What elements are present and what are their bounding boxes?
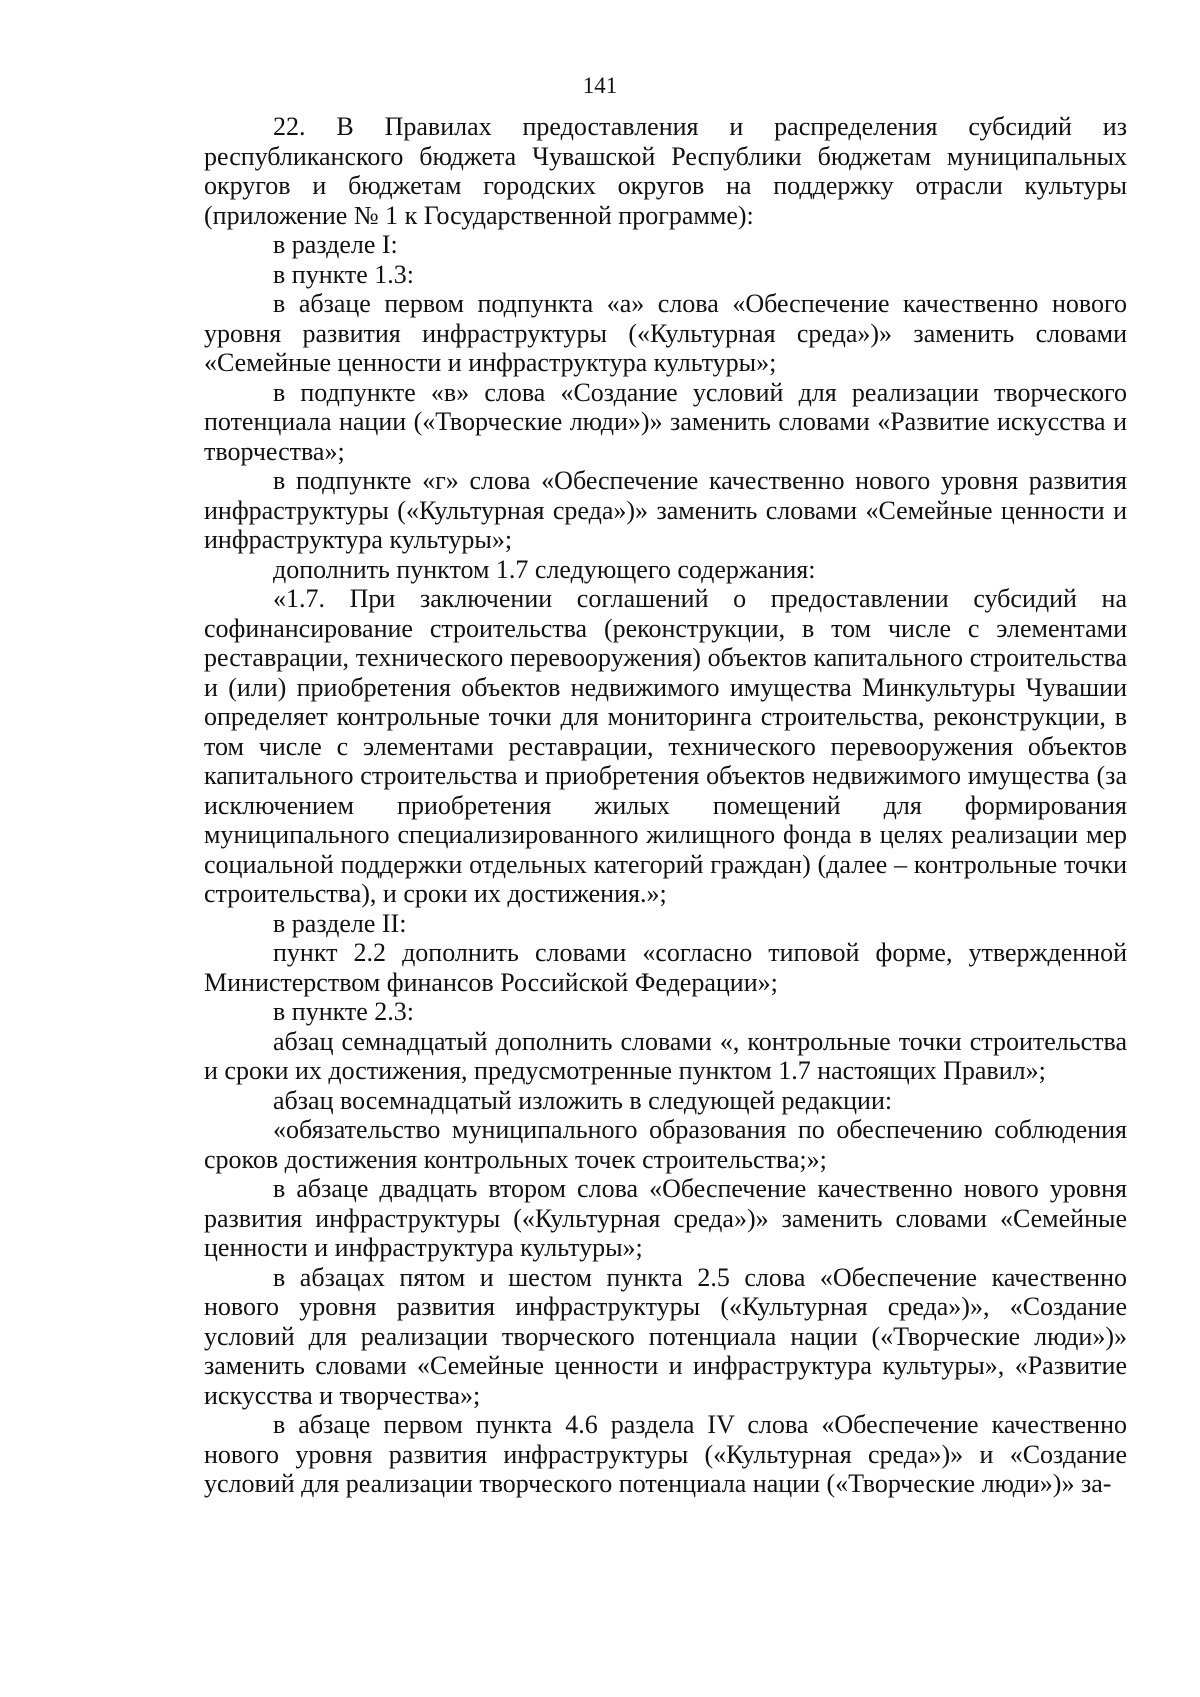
paragraph-item-2-2: пункт 2.2 дополнить словами «согласно типовой форме, утвержденной Министерством финансов Российской Федерации»; <box>204 938 1127 997</box>
paragraph-eighteenth-text: «обязательство муниципального образования по обеспечению соблюдения сроков достижения контрольных точек строительства;»; <box>204 1115 1127 1174</box>
paragraph-item-1-7-text: «1.7. При заключении соглашений о предоставлении субсидий на софинансирование строительства (реконструкции, в том числе с элементами реставрации, технического перевооружения) объектов капитального строительства и (или) приобретения объектов недвижимого имущества Минкультуры Чувашии определяет контрольные точки для мониторинга строительства, реконструкции, в том числе с элементами реставрации, технического перевооружения объектов капитального строительства и приобретения объектов недвижимого имущества (за исключением приобретения жилых помещений для формирования муниципального специализированного жилищного фонда в целях реализации мер социальной поддержки отдельных категорий граждан) (далее – контрольные точки строительства), и сроки их достижения.»; <box>204 584 1127 908</box>
paragraph-22-intro: 22. В Правилах предоставления и распределения субсидий из республиканского бюджета Чувашской Республики бюджетам муниципальных округов и бюджетам городских округов на поддержку отрасли культуры (приложение № 1 к Государственной программе): <box>204 112 1127 230</box>
paragraph-item-1-3: в пункте 1.3: <box>273 259 415 289</box>
paragraph-subitem-g: в подпункте «г» слова «Обеспечение качественно нового уровня развития инфраструктуры («Культурная среда»)» заменить словами «Семейные ценности и инфраструктура культуры»; <box>204 466 1127 554</box>
page-number: 141 <box>582 73 618 98</box>
paragraph-subitem-v: в подпункте «в» слова «Создание условий для реализации творческого потенциала нации («Творческие люди»)» заменить словами «Развитие искусства и творчества»; <box>204 377 1127 466</box>
paragraph-subitem-a: в абзаце первом подпункта «а» слова «Обеспечение качественно нового уровня развития инфраструктуры («Культурная среда»)» заменить словами «Семейные ценности и инфраструктура культуры»; <box>204 289 1127 377</box>
paragraph-eighteenth: абзац восемнадцатый изложить в следующей редакции: <box>273 1085 893 1115</box>
document-body <box>204 112 1127 1499</box>
paragraph-seventeenth: абзац семнадцатый дополнить словами «, контрольные точки строительства и сроки их достижения, предусмотренные пунктом 1.7 настоящих Правил»; <box>204 1026 1127 1085</box>
paragraph-item-2-3: в пункте 2.3: <box>273 997 415 1026</box>
paragraph-item-2-5: в абзацах пятом и шестом пункта 2.5 слова «Обеспечение качественно нового уровня развития инфраструктуры («Культурная среда»)», «Создание условий для реализации творческого потенциала нации («Творческие люди»)» заменить словами «Семейные ценности и инфраструктура культуры», «Развитие искусства и творчества»; <box>204 1262 1127 1410</box>
paragraph-section-i: в разделе I: <box>273 230 398 259</box>
paragraph-section-ii: в разделе II: <box>273 908 407 938</box>
paragraph-add-item-1-7: дополнить пунктом 1.7 следующего содержания: <box>273 554 816 584</box>
paragraph-item-4-6: в абзаце первом пункта 4.6 раздела IV слова «Обеспечение качественно нового уровня развития инфраструктуры («Культурная среда»)» и «Создание условий для реализации творческого потенциала нации («Творческие люди»)» за- <box>204 1410 1127 1498</box>
paragraph-twenty-second: в абзаце двадцать втором слова «Обеспечение качественно нового уровня развития инфраструктуры («Культурная среда»)» заменить словами «Семейные ценности и инфраструктура культуры»; <box>204 1174 1127 1262</box>
